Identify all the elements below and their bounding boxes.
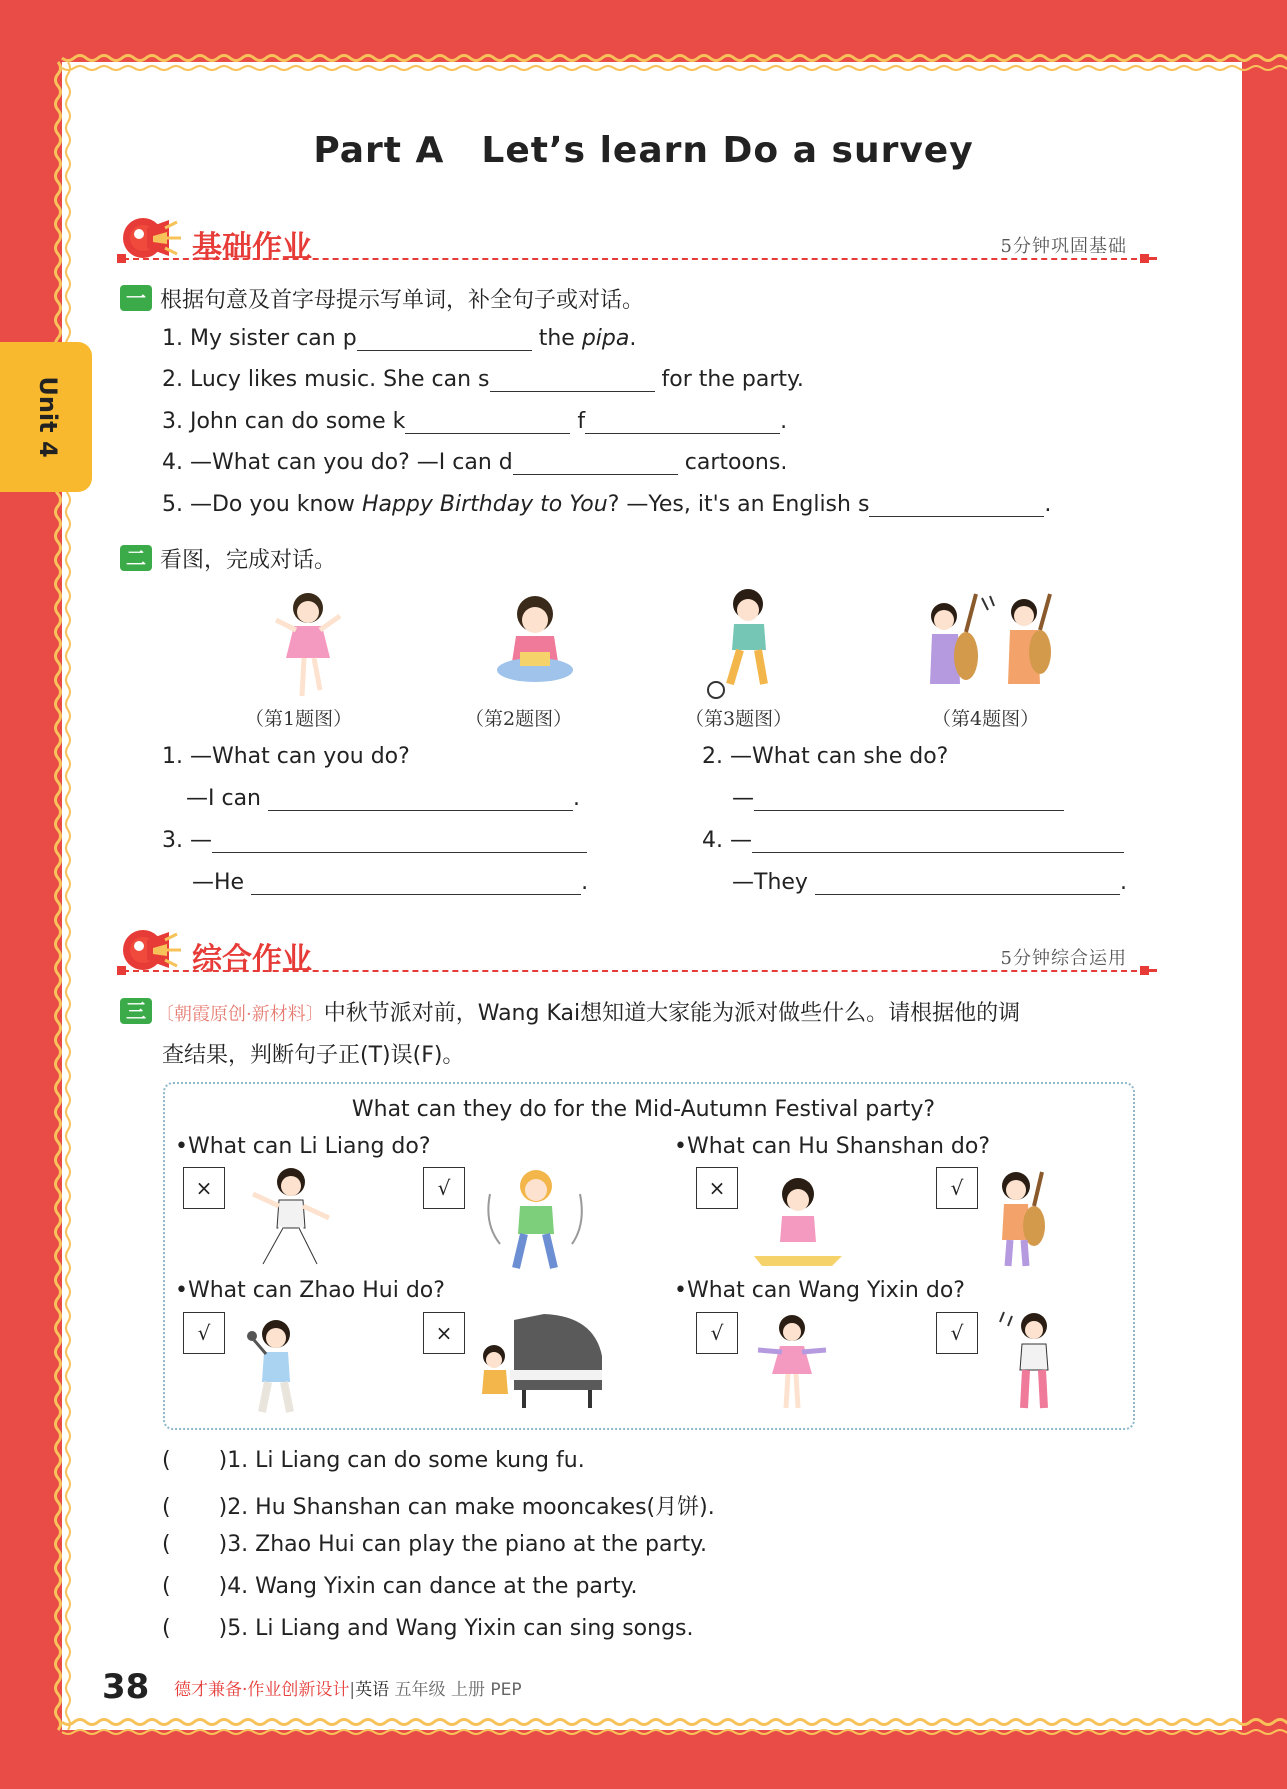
task-badge-2: 二	[120, 545, 152, 571]
task-instruction-1: 根据句意及首字母提示写单词，补全句子或对话。	[160, 288, 645, 313]
answer-blank[interactable]	[815, 870, 1120, 895]
divider-end-right	[1140, 966, 1149, 975]
unit-tab-label: Unit 4	[34, 376, 62, 458]
judge-statement-1: ( )1. Li Liang can do some kung fu.	[162, 1448, 585, 1473]
answer-blank[interactable]	[513, 450, 678, 475]
girl-cooking-illustration	[490, 590, 580, 690]
survey-question-zhao-hui: •What can Zhao Hui do?	[175, 1278, 445, 1303]
dialog-1-question: 1. —What can you do?	[162, 744, 410, 769]
answer-blank[interactable]	[357, 326, 532, 351]
survey-mark: √	[183, 1312, 225, 1354]
answer-blank[interactable]	[490, 367, 655, 392]
source-tag: 〔朝霞原创·新材料〕	[156, 1004, 324, 1025]
answer-blank[interactable]	[251, 870, 581, 895]
answer-blank[interactable]	[754, 786, 1064, 811]
dialog-4-question: 4. —	[702, 828, 1124, 853]
girl-dancing-illustration	[268, 586, 348, 701]
judge-statement-4: ( )4. Wang Yixin can dance at the party.	[162, 1574, 638, 1599]
survey-mark: ×	[183, 1167, 225, 1209]
girl-singing-illustration	[996, 1308, 1066, 1414]
girl-drawing-illustration	[748, 1172, 848, 1268]
dialog-2-question: 2. —What can she do?	[702, 744, 949, 769]
survey-mark: ×	[696, 1167, 738, 1209]
task-instruction-3: 〔朝霞原创·新材料〕中秋节派对前，Wang Kai想知道大家能为派对做些什么。请根据他的调	[156, 1001, 1021, 1026]
dialog-1-answer: —I can .	[186, 786, 581, 811]
divider-end-left	[117, 966, 126, 975]
horn-mascot-icon	[117, 926, 183, 982]
survey-mark: √	[423, 1167, 465, 1209]
boy-playing-piano-illustration	[474, 1310, 610, 1410]
divider-end-right	[1140, 254, 1149, 263]
page-title: Part A Let’s learn Do a survey	[313, 130, 974, 171]
dialog-4-answer: —They .	[732, 870, 1127, 895]
dashed-divider	[123, 970, 1157, 972]
answer-blank[interactable]	[268, 786, 573, 811]
fill-item-1: 1. My sister can p the pipa.	[162, 326, 637, 351]
picture-caption-1: （第1题图）	[245, 708, 353, 730]
footer-series: 德才兼备·作业创新设计|英语 五年级 上册 PEP	[174, 1680, 522, 1700]
fill-item-3: 3. John can do some k f .	[162, 409, 788, 434]
answer-blank[interactable]	[405, 409, 570, 434]
survey-mark: √	[696, 1312, 738, 1354]
task-instruction-3-line2: 查结果，判断句子正(T)误(F)。	[162, 1043, 465, 1068]
judge-statement-3: ( )3. Zhao Hui can play the piano at the party.	[162, 1532, 708, 1557]
page-number: 38	[102, 1667, 150, 1707]
task-badge-3: 三	[120, 998, 152, 1024]
girl-dancing-illustration	[752, 1310, 832, 1416]
dashed-divider	[123, 258, 1157, 260]
divider-end-left	[117, 254, 126, 263]
kids-playing-pipa-illustration	[922, 588, 1062, 698]
picture-caption-4: （第4题图）	[932, 708, 1040, 730]
dialog-2-answer: —	[732, 786, 1064, 811]
judge-statement-2: ( )2. Hu Shanshan can make mooncakes(月饼).	[162, 1495, 715, 1520]
divider-end-tail	[1149, 257, 1157, 260]
section-title: 基础作业	[192, 230, 312, 265]
answer-blank[interactable]	[585, 409, 780, 434]
judge-statement-5: ( )5. Li Liang and Wang Yixin can sing songs.	[162, 1616, 694, 1641]
fill-item-5: 5. —Do you know Happy Birthday to You? —Yes, it's an English s .	[162, 492, 1052, 517]
task-badge-1: 一	[120, 285, 152, 311]
survey-mark: √	[936, 1312, 978, 1354]
boy-kung-fu-illustration	[245, 1164, 335, 1270]
survey-mark: √	[936, 1167, 978, 1209]
dialog-3-question: 3. —	[162, 828, 587, 853]
divider-end-tail	[1149, 969, 1157, 972]
section-note: 5分钟巩固基础	[1000, 236, 1127, 257]
fill-item-2: 2. Lucy likes music. She can s for the party.	[162, 367, 804, 392]
picture-caption-2: （第2题图）	[465, 708, 573, 730]
survey-title: What can they do for the Mid-Autumn Festival party?	[351, 1097, 936, 1122]
picture-caption-3: （第3题图）	[685, 708, 793, 730]
survey-question-li-liang: •What can Li Liang do?	[175, 1134, 431, 1159]
survey-question-wang-yixin: •What can Wang Yixin do?	[674, 1278, 965, 1303]
section-header-comprehensive	[117, 926, 1157, 984]
answer-blank[interactable]	[752, 828, 1124, 853]
boy-playing-football-illustration	[700, 584, 790, 699]
boy-sweeping-illustration	[480, 1164, 590, 1274]
fill-item-4: 4. —What can you do? —I can d cartoons.	[162, 450, 788, 475]
answer-blank[interactable]	[212, 828, 587, 853]
section-note: 5分钟综合运用	[1000, 948, 1127, 969]
task-instruction-2: 看图，完成对话。	[160, 548, 337, 573]
horn-mascot-icon	[117, 214, 183, 270]
unit-tab	[0, 342, 92, 492]
survey-question-hu-shanshan: •What can Hu Shanshan do?	[674, 1134, 991, 1159]
section-title: 综合作业	[192, 942, 312, 977]
survey-mark: ×	[423, 1312, 465, 1354]
section-header-basic	[117, 214, 1157, 272]
girl-playing-pipa-illustration	[980, 1166, 1060, 1272]
boy-singing-illustration	[232, 1312, 312, 1416]
dialog-3-answer: —He .	[192, 870, 589, 895]
answer-blank[interactable]	[869, 492, 1044, 517]
